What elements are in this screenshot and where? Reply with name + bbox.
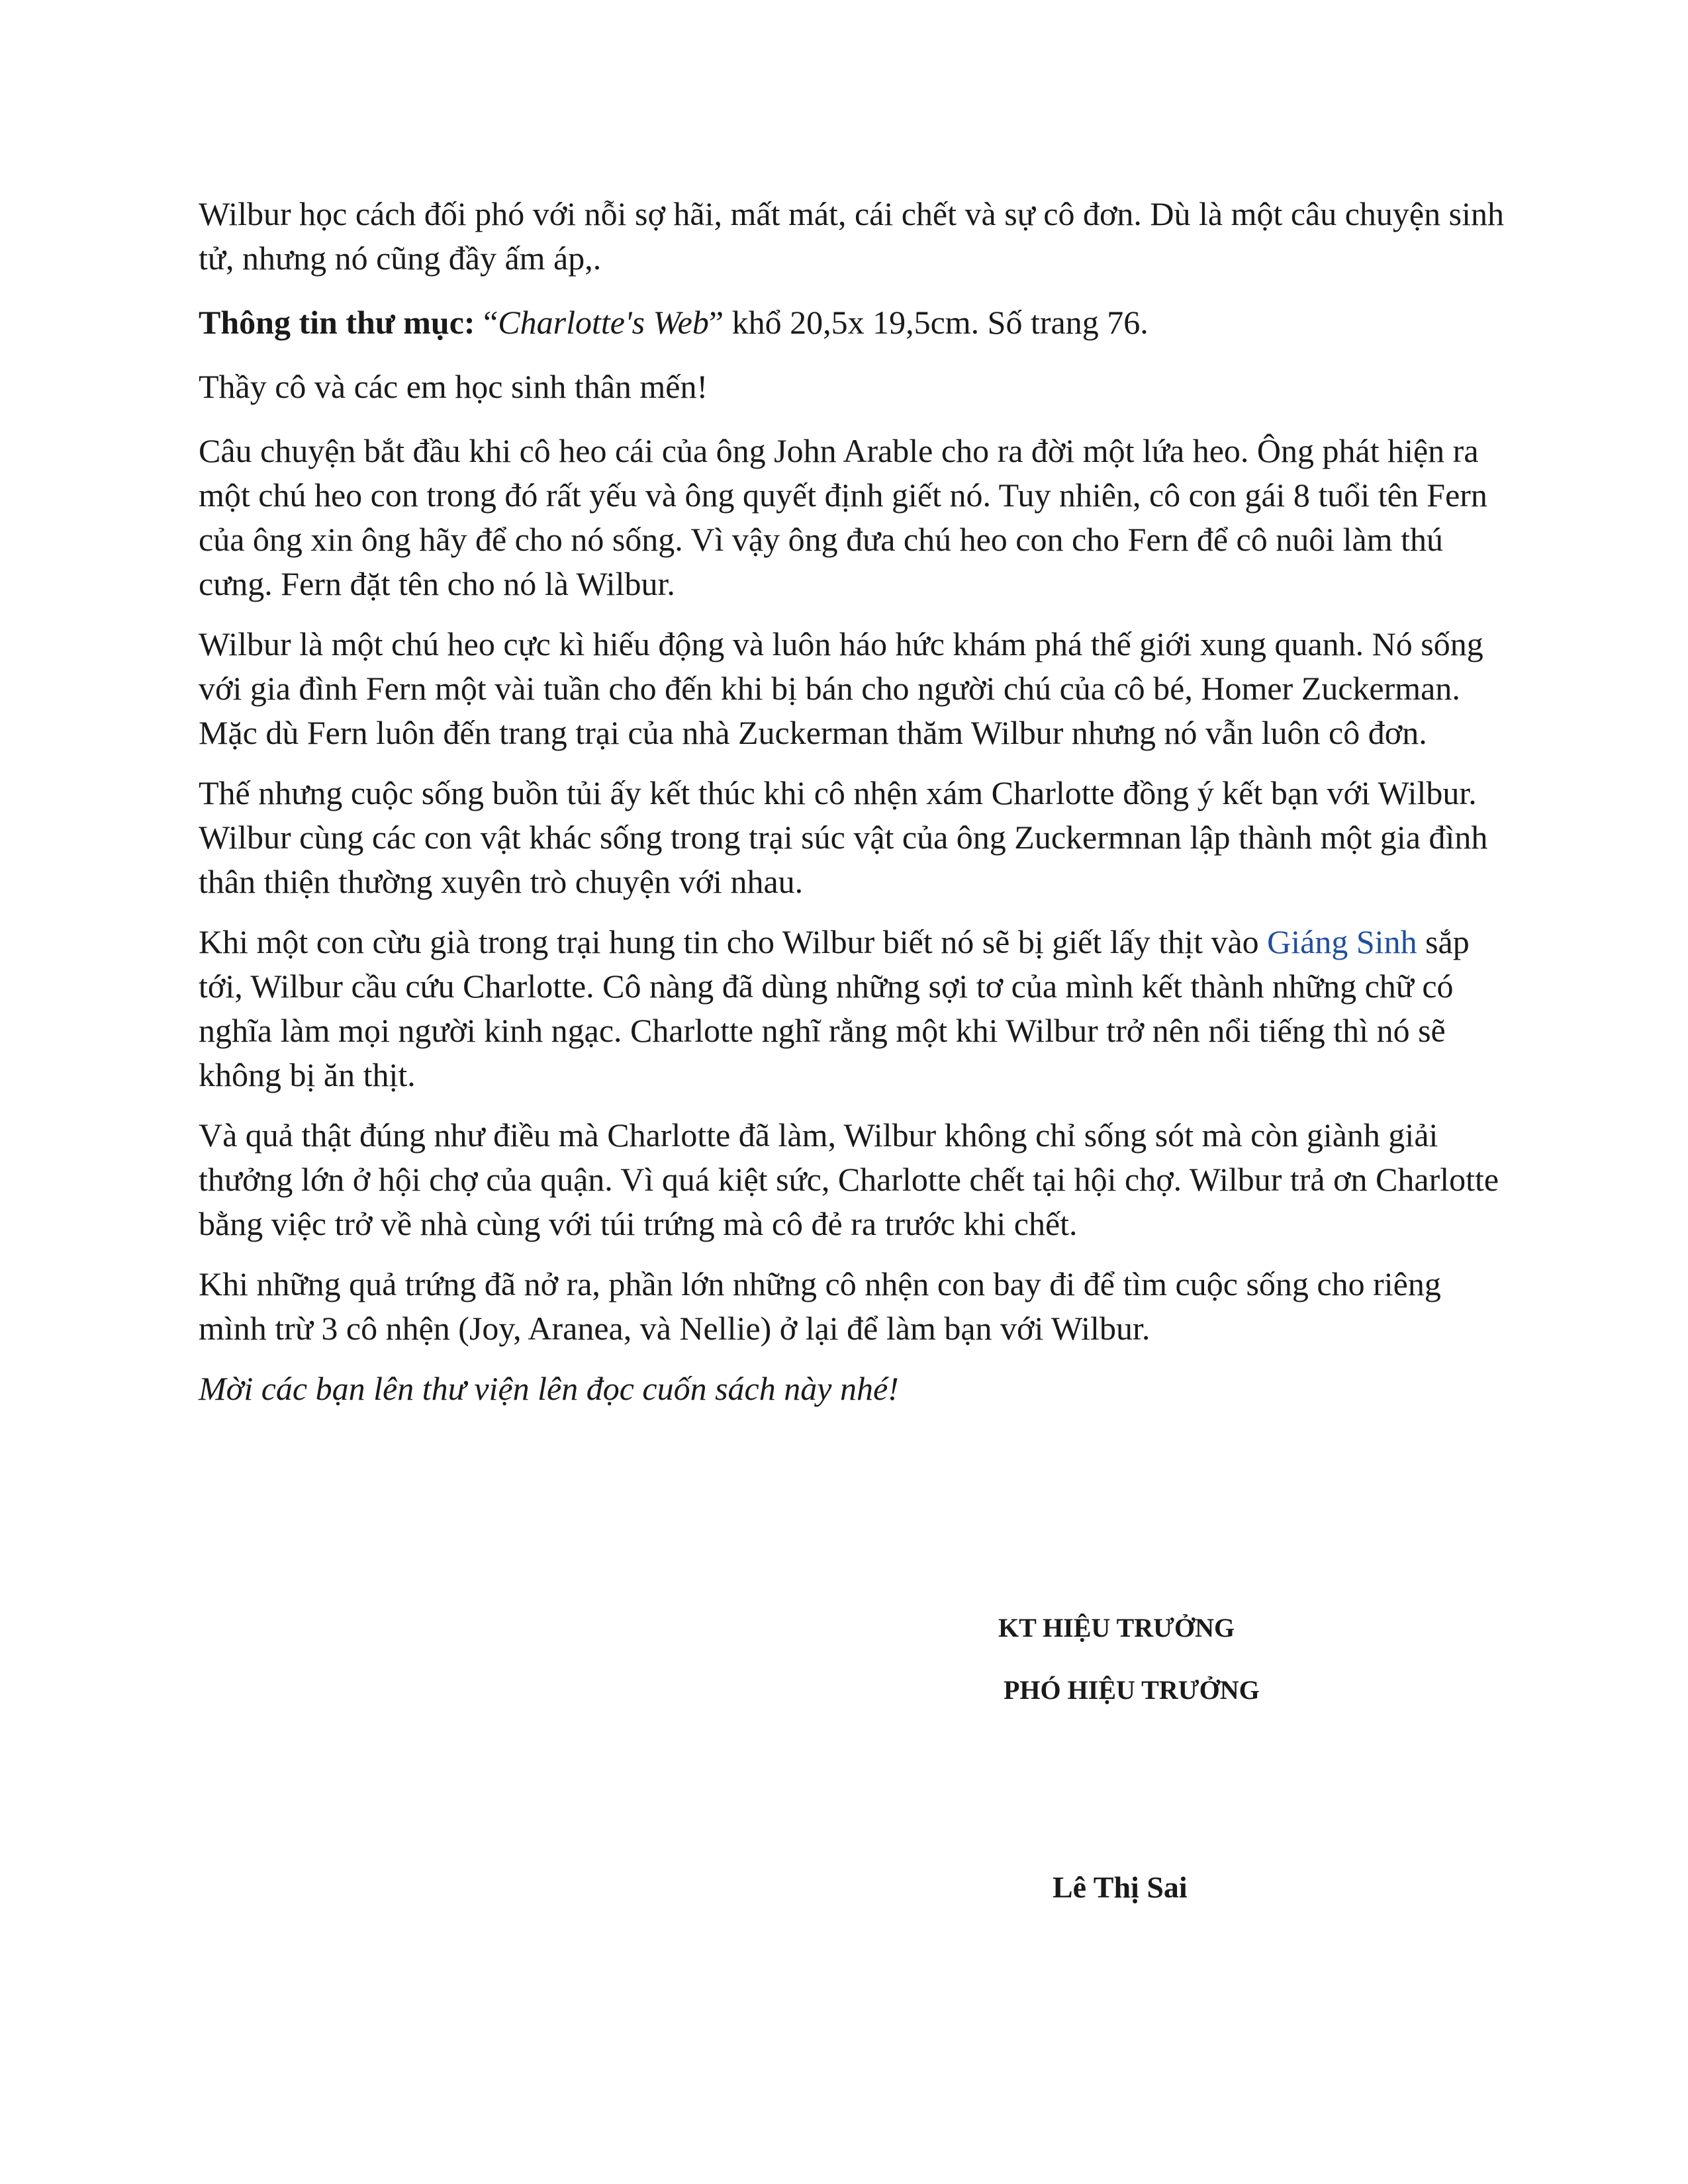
bibliography-open-quote: “ <box>475 304 498 341</box>
giang-sinh-link[interactable]: Giáng Sinh <box>1267 923 1417 960</box>
intro-text: Wilbur học cách đối phó với nỗi sợ hãi, mất mát, cái chết và sự cô đơn. Dù là một câu chuyện sinh tử, nhưng nó cũng đầy ấm áp,. <box>199 195 1504 277</box>
bibliography-details: khổ 20,5x 19,5cm. Số trang 76. <box>724 304 1149 341</box>
paragraph-5: Và quả thật đúng như điều mà Charlotte đã làm, Wilbur không chỉ sống sót mà còn giành giải thưởng lớn ở hội chợ của quận. Vì quá kiệt sức, Charlotte chết tại hội chợ. Wilbur trả ơn Charlotte bằng việc trở về nhà cùng với túi trứng mà cô đẻ ra trước khi chết. <box>199 1116 1499 1242</box>
signature-name: Lê Thị Sai <box>1053 1870 1188 1904</box>
signature-title-2: PHÓ HIỆU TRƯỞNG <box>1004 1675 1260 1705</box>
paragraph-6: Khi những quả trứng đã nở ra, phần lớn những cô nhện con bay đi để tìm cuộc sống cho riêng mình trừ 3 cô nhện (Joy, Aranea, và Nellie) ở lại để làm bạn với Wilbur. <box>199 1265 1441 1347</box>
intro-paragraph <box>199 192 1509 281</box>
invitation: Mời các bạn lên thư viện lên đọc cuốn sách này nhé! <box>199 1370 899 1407</box>
signature-title-1: KT HIỆU TRƯỞNG <box>998 1613 1235 1643</box>
book-title: Charlotte's Web <box>498 304 709 341</box>
paragraph-3: Thế nhưng cuộc sống buồn tủi ấy kết thúc khi cô nhện xám Charlotte đồng ý kết bạn với Wilbur. Wilbur cùng các con vật khác sống trong trại súc vật của ông Zuckermnan lập thành một gia đình thân thiện thường xuyên trò chuyện với nhau. <box>199 774 1488 900</box>
paragraph-4 <box>199 920 1509 1097</box>
paragraph-2: Wilbur là một chú heo cực kì hiếu động và luôn háo hức khám phá thế giới xung quanh. Nó sống với gia đình Fern một vài tuần cho đến khi bị bán cho người chú của cô bé, Homer Zuckerman. Mặc dù Fern luôn đến trang trại của nhà Zuckerman thăm Wilbur nhưng nó vẫn luôn cô đơn. <box>199 625 1483 751</box>
paragraph-4-end: sắp tới, Wilbur cầu cứu Charlotte. Cô nàng đã dùng những sợi tơ của mình kết thành những chữ có nghĩa làm mọi người kinh ngạc. Charlotte nghĩ rằng một khi Wilbur trở nên nổi tiếng thì nó sẽ không bị ăn thịt. <box>199 923 1470 1093</box>
bibliography-line <box>199 300 1509 345</box>
bibliography-close-quote: ” <box>708 304 724 341</box>
paragraph-4-start: Khi một con cừu già trong trại hung tin cho Wilbur biết nó sẽ bị giết lấy thịt vào <box>199 923 1268 960</box>
bibliography-label: Thông tin thư mục: <box>199 304 475 341</box>
document-body <box>199 192 1509 1411</box>
paragraph-1: Câu chuyện bắt đầu khi cô heo cái của ông John Arable cho ra đời một lứa heo. Ông phát hiện ra một chú heo con trong đó rất yếu và ông quyết định giết nó. Tuy nhiên, cô con gái 8 tuổi tên Fern của ông xin ông hãy để cho nó sống. Vì vậy ông đưa chú heo con cho Fern để cô nuôi làm thú cưng. Fern đặt tên cho nó là Wilbur. <box>199 432 1487 602</box>
greeting: Thầy cô và các em học sinh thân mến! <box>199 368 708 405</box>
